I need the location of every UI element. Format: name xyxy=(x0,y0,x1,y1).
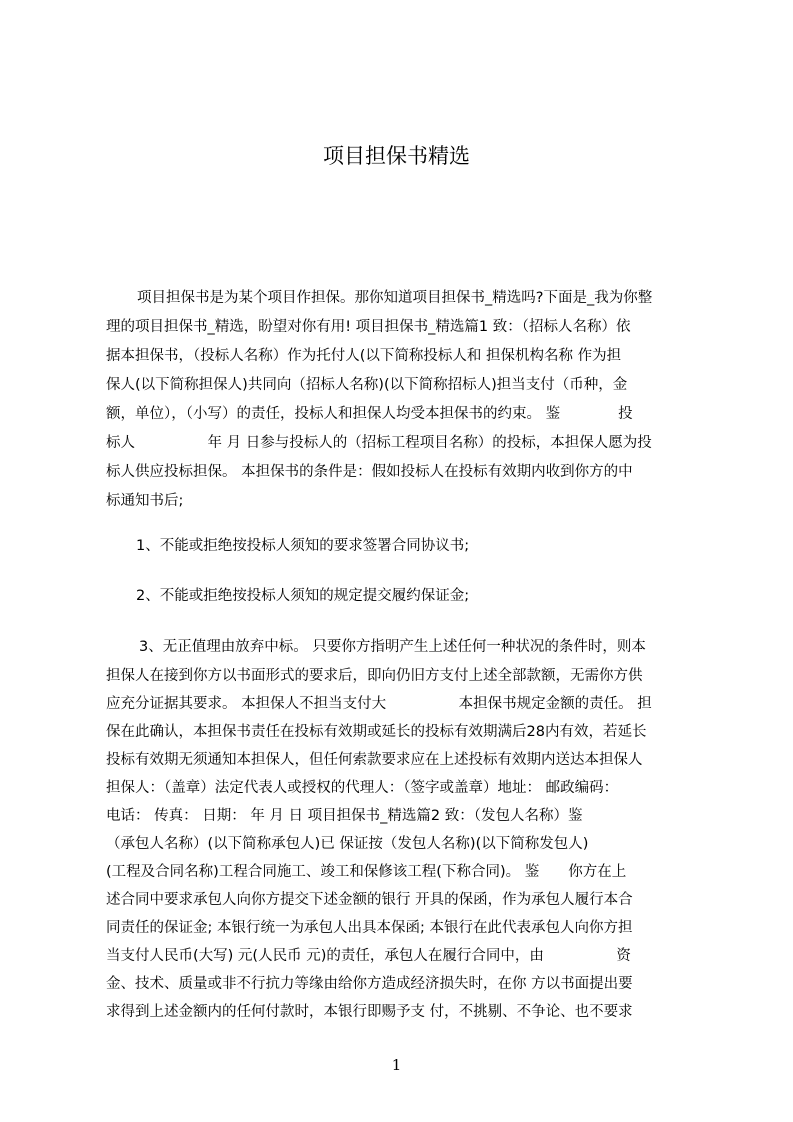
body-line-18: （承包人名称）(以下简称承包人)已 保证按（发包人名称)(以下简称发包人) xyxy=(106,836,589,852)
body-line-17: 电话： 传真： 日期： 年 月 日 项目担保书_精选篇2 致：（发包人名称）鉴 xyxy=(106,808,583,824)
list-item-2: 2、不能或拒绝按投标人须知的规定提交履约保证金; xyxy=(136,588,470,604)
body-line-07: 标人供应投标担保。 本担保书的条件是：假如投标人在投标有效期内收到你方的中 xyxy=(106,464,633,480)
document-title: 项目担保书精选 xyxy=(323,144,470,168)
body-line-04: 保人(以下简称担保人)共同向（招标人名称)(以下简称招标人)担当支付（币种，金 xyxy=(106,377,628,393)
body-line-15: 投标有效期无须通知本担保人，但任何索款要求应在上述投标有效期内送达本担保人 xyxy=(106,752,643,768)
body-line-01: 项目担保书是为某个项目作担保。那你知道项目担保书_精选吗?下面是_我为你整 xyxy=(137,290,653,306)
body-line-13: 应充分证据其要求。 本担保人不担当支付大 本担保书规定金额的责任。 担 xyxy=(106,696,652,712)
body-line-12: 担保人在接到你方以书面形式的要求后，即向仍旧方支付上述全部款额，无需你方供 xyxy=(106,668,643,684)
body-line-03: 据本担保书，（投标人名称）作为托付人(以下简称投标人和 担保机构名称 作为担 xyxy=(106,348,622,364)
body-line-23: 金、技术、质量或非不行抗力等缘由给你方造成经济损失时，在你 方以书面提出要 xyxy=(106,976,633,992)
list-item-1: 1、不能或拒绝按投标人须知的要求签署合同协议书; xyxy=(136,538,470,554)
body-line-06: 标人 年 月 日参与投标人的（招标工程项目名称）的投标，本担保人愿为投 xyxy=(106,435,652,451)
body-line-19: (工程及合同名称)工程合同施工、竣工和保修该工程(下称合同)。 鉴 你方在上 xyxy=(106,864,627,880)
body-line-16: 担保人：（盖章）法定代表人或授权的代理人：（签字或盖章）地址： 邮政编码： xyxy=(106,780,619,796)
body-line-22: 当支付人民币(大写) 元(人民币 元)的责任，承包人在履行合同中，由 资 xyxy=(106,948,631,964)
body-line-11: 3、无正值理由放弃中标。 只要你方指明产生上述任何一种状况的条件时，则本 xyxy=(139,639,646,655)
body-line-20: 述合同中要求承包人向你方提交下述金额的银行 开具的保函，作为承包人履行本合 xyxy=(106,892,633,908)
body-line-21: 同责任的保证金; 本银行统一为承包人出具本保函; 本银行在此代表承包人向你方担 xyxy=(106,920,633,936)
body-line-24: 求得到上述金额内的任何付款时，本银行即赐予支 付，不挑剔、不争论、也不要求 xyxy=(106,1004,633,1020)
body-line-02: 理的项目担保书_精选，盼望对你有用! 项目担保书_精选篇1 致：（招标人名称）依 xyxy=(106,319,631,335)
body-line-14: 保在此确认，本担保书责任在投标有效期或延长的投标有效期满后28内有效，若延长 xyxy=(106,724,647,740)
body-line-05: 额，单位），（小写）的责任，投标人和担保人均受本担保书的约束。 鉴 投 xyxy=(106,406,633,422)
body-line-08: 标通知书后; xyxy=(106,493,184,509)
page-number: 1 xyxy=(391,1056,402,1074)
